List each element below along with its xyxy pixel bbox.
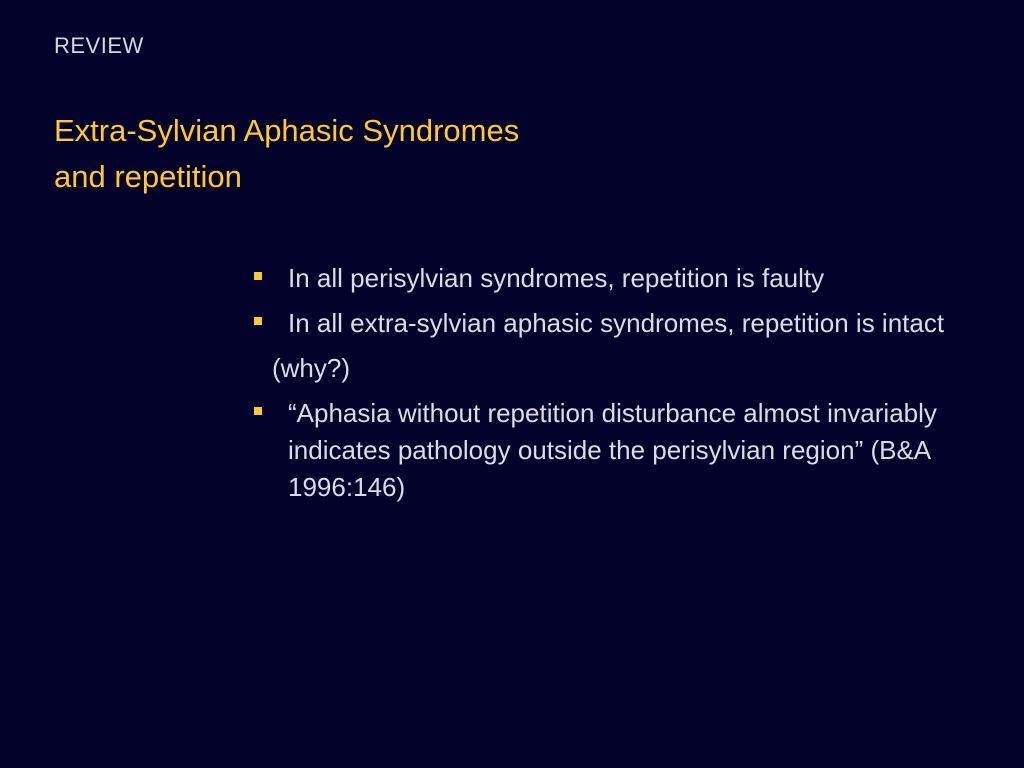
- bullet-text-2: In all extra-sylvian aphasic syndromes, repetition is intact: [288, 308, 945, 338]
- bullet-note: (why?): [272, 353, 351, 383]
- slide-title-line-2: and repetition: [54, 159, 242, 194]
- bullet-text-3: “Aphasia without repetition disturbance almost invariably indicates pathology outside the perisylvian region” (B&A 1996:146): [288, 398, 937, 502]
- square-bullet-icon: [254, 317, 262, 325]
- square-bullet-icon: [254, 407, 262, 415]
- slide-title: [54, 108, 754, 200]
- section-label: REVIEW: [54, 33, 144, 58]
- bullet-item-2: [252, 305, 972, 342]
- bullet-item-1: [252, 260, 972, 297]
- bullet-list: [252, 260, 972, 514]
- slide-title-line-1: Extra-Sylvian Aphasic Syndromes: [54, 113, 520, 148]
- bullet-text-1: In all perisylvian syndromes, repetition is faulty: [288, 263, 825, 293]
- square-bullet-icon: [254, 272, 262, 280]
- bullet-item-3: [252, 395, 972, 506]
